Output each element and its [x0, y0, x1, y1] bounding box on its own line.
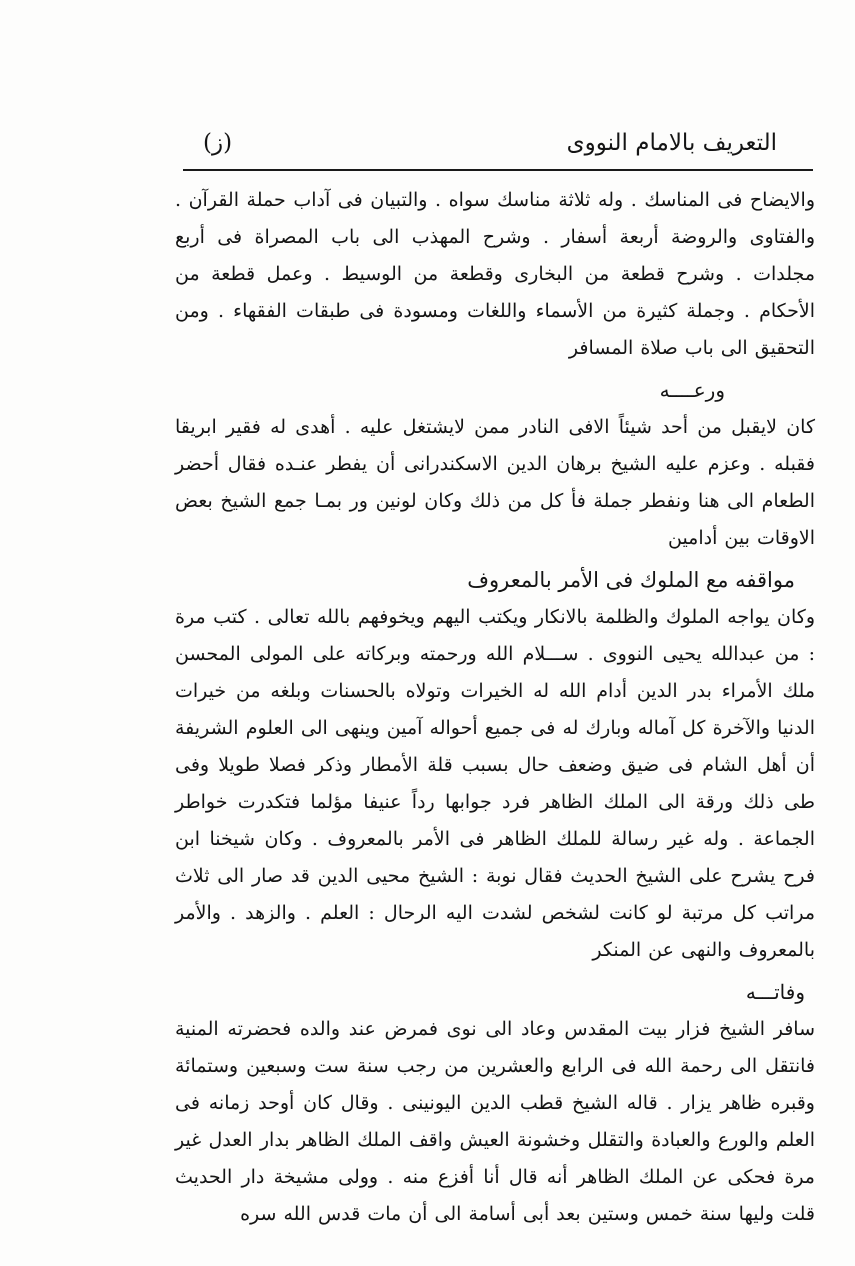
page-body: [175, 182, 815, 1233]
paragraph-works: والايضاح فى المناسك . وله ثلاثة مناسك سواه . والتبيان فى آداب حملة القرآن . والفتاوى والروضة أربعة أسفار . وشرح المهذب الى باب المصراة فى أربع مجلدات . وشرح قطعة من البخارى وقطعة من الوسيط . وعمل قطعة من الأحكام . وجملة كثيرة من الأسماء واللغات ومسودة فى طبقات الفقهاء . ومن التحقيق الى باب صلاة المسافر: [175, 189, 815, 359]
paragraph-stances-with-kings: وكان يواجه الملوك والظلمة بالانكار ويكتب اليهم ويخوفهم بالله تعالى . كتب مرة : من عبدالله يحيى النووى . ســـلام الله ورحمته وبركاته على المولى المحسن ملك الأمراء بدر الدين أدام الله له الخيرات وتولاه بالحسنات وبلغه من خيرات الدنيا والآخرة كل آماله وبارك له فى جميع أحواله آمين وينهى الى العلوم الشريفة أن أهل الشام فى ضيق وضعف حال بسبب قلة الأمطار وذكر فصلا طويلا وفى طى ذلك ورقة الى الملك الظاهر فرد جوابها رداً عنيفا مؤلما فتكدرت خواطر الجماعة . وله غير رسالة للملك الظاهر فى الأمر بالمعروف . وكان شيخنا ابن فرح يشرح على الشيخ الحديث فقال نوبة : الشيخ محيى الدين قد صار الى ثلاث مراتب كل مرتبة لو كانت لشخص لشدت اليه الرحال : العلم . والزهد . والأمر بالمعروف والنهى عن المنكر: [175, 606, 815, 961]
running-title: التعريف بالامام النووى: [566, 130, 777, 156]
header-rule: [183, 169, 813, 171]
page-number: (ز): [203, 130, 233, 156]
running-header: [183, 126, 813, 166]
heading-death: وفاتـــه: [745, 980, 805, 1004]
paragraph-piety: كان لايقبل من أحد شيئاً الافى النادر ممن لايشتغل عليه . أهدى له فقير ابريقا فقبله . وعزم عليه الشيخ برهان الدين الاسكندرانى أن يفطر عنـده فقال أحضر الطعام الى هنا ونفطر جملة فأ كل من ذلك وكان لونين ور بمـا جمع الشيخ بعض الاوقات بين أدامين: [175, 416, 815, 549]
heading-stances-with-kings: مواقفه مع الملوك فى الأمر بالمعروف: [467, 568, 795, 592]
heading-piety: ورعــــه: [659, 378, 725, 402]
paragraph-death: سافر الشيخ فزار بيت المقدس وعاد الى نوى فمرض عند والده فحضرته المنية فانتقل الى رحمة الله فى الرابع والعشرين من رجب سنة ست وسبعين وستمائة وقبره ظاهر يزار . قاله الشيخ قطب الدين اليونينى . وقال كان أوحد زمانه فى العلم والورع والعبادة والتقلل وخشونة العيش واقف الملك الظاهر بدار العدل غير مرة فحكى عن الملك الظاهر أنه قال أنا أفزع منه . وولى مشيخة دار الحديث قلت وليها سنة خمس وستين بعد أبى أسامة الى أن مات قدس الله سره: [175, 1018, 815, 1225]
